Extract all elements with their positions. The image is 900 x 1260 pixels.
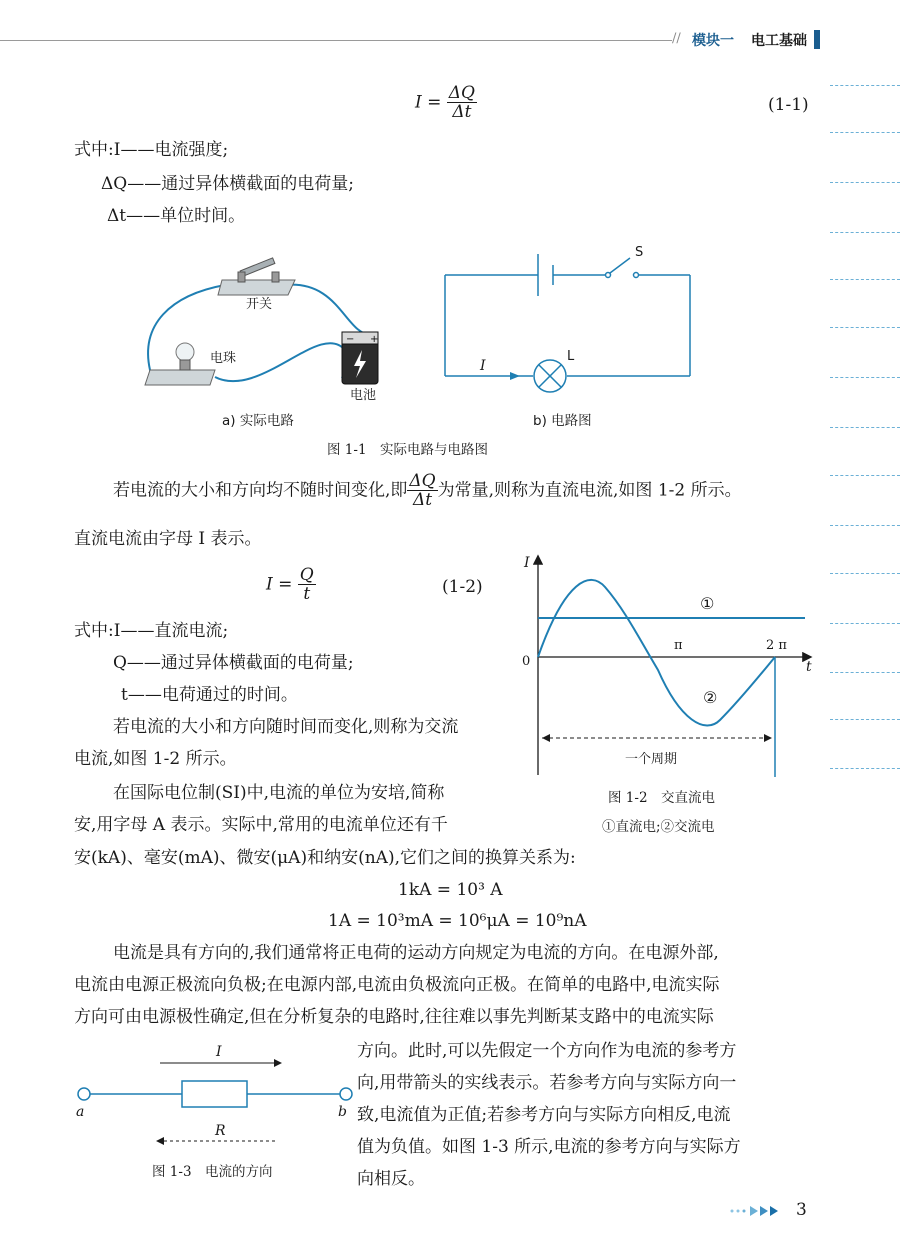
fig3-label-r: R	[215, 1123, 226, 1139]
origin-label: 0	[522, 654, 531, 669]
bulb-base	[145, 370, 215, 385]
margin-rule	[830, 719, 900, 720]
para4-line3: 方向可由电源极性确定,但在分析复杂的电路时,往往难以事先判断某支路中的电流实际	[74, 1007, 714, 1027]
header-rule	[0, 40, 672, 41]
conv-line1: 1kA = 10³ A	[398, 880, 503, 900]
two-pi-label: 2 π	[766, 638, 787, 653]
para4-line1: 电流是具有方向的,我们通常将正电荷的运动方向规定为电流的方向。在电源外部,	[113, 943, 719, 963]
fig3-caption: 图 1-3 电流的方向	[152, 1164, 273, 1180]
period-arrow-left-icon	[542, 734, 550, 742]
period-label: 一个周期	[625, 752, 678, 767]
figure-1-3	[70, 1040, 360, 1150]
para1-part2: 为常量,则称为直流电流,如图 1-2 所示。	[437, 480, 742, 501]
para3-line2: 安,用字母 A 表示。实际中,常用的电流单位还有千	[74, 815, 448, 835]
fig3-label-b: b	[338, 1104, 347, 1120]
eq2-denominator: t	[303, 584, 311, 604]
para1-frac-den: Δt	[412, 490, 433, 510]
margin-rule	[830, 132, 900, 133]
header-slashes: //	[672, 31, 681, 46]
fig1-sub-b: b) 电路图	[533, 413, 592, 429]
conv-line2: 1A = 10³mA = 10⁶μA = 10⁹nA	[328, 911, 587, 931]
current-arrow-icon	[510, 372, 520, 380]
switch-post	[272, 272, 279, 282]
para1-frac-num: ΔQ	[409, 471, 436, 491]
fig3-label-a: a	[76, 1104, 85, 1120]
eq1-number: (1-1)	[768, 95, 809, 115]
figure-1-2	[510, 545, 820, 780]
para1-line1	[113, 472, 742, 509]
def1-intro: 式中:I——电流强度;	[74, 140, 229, 160]
para1-fraction	[407, 472, 437, 509]
fig1-caption: 图 1-1 实际电路与电路图	[327, 442, 489, 458]
fig1-sub-a: a) 实际电路	[222, 413, 294, 429]
para2-line2: 电流,如图 1-2 所示。	[74, 749, 237, 769]
pi-label: π	[674, 638, 683, 653]
para4-line6: 致,电流值为正值;若参考方向与实际方向相反,电流	[357, 1105, 731, 1125]
footer-arrows-icon	[728, 1204, 784, 1218]
margin-rule	[830, 623, 900, 624]
battery-plus: +	[370, 334, 379, 345]
switch-lever	[610, 258, 630, 273]
margin-rule	[830, 279, 900, 280]
switch-contact	[634, 273, 639, 278]
para3-line1: 在国际电位制(SI)中,电流的单位为安培,简称	[113, 783, 445, 803]
eq1-numerator: ΔQ	[448, 83, 475, 103]
fig2-subcaption: ①直流电;②交流电	[602, 819, 715, 835]
margin-rule	[830, 475, 900, 476]
header-title: 电工基础	[751, 33, 807, 49]
def2-line3: t——电荷通过的时间。	[121, 685, 298, 705]
switch-base	[218, 280, 295, 295]
margin-rule	[830, 377, 900, 378]
wire	[285, 285, 372, 335]
fig2-caption: 图 1-2 交直流电	[608, 790, 716, 806]
def2-line2: Q——通过异体横截面的电荷量;	[113, 653, 354, 673]
eq1-denominator: Δt	[452, 102, 472, 122]
figure-1-1	[130, 240, 710, 440]
equation-1-1	[415, 84, 477, 121]
switch-label: 开关	[246, 297, 273, 312]
margin-rule	[830, 573, 900, 574]
ac-curve	[538, 580, 775, 726]
fig3-label-i: I	[216, 1044, 222, 1060]
diagram-label-s: S	[635, 245, 644, 260]
eq1-lhs: I =	[415, 92, 442, 113]
def2-intro: 式中:I——直流电流;	[74, 621, 229, 641]
eq1-fraction	[447, 84, 477, 121]
switch-contact	[606, 273, 611, 278]
margin-rule	[830, 182, 900, 183]
ac-marker: ②	[703, 688, 718, 707]
terminal-b	[340, 1088, 352, 1100]
terminal-a	[78, 1088, 90, 1100]
axis-t-label: t	[806, 659, 812, 675]
para4-line4: 方向。此时,可以先假定一个方向作为电流的参考方	[357, 1041, 737, 1061]
eq2-fraction	[298, 566, 316, 603]
para1-line2: 直流电流由字母 I 表示。	[74, 529, 262, 549]
dc-marker: ①	[700, 594, 715, 613]
battery-label: 电池	[350, 388, 377, 403]
para4-line5: 向,用带箭头的实线表示。若参考方向与实际方向一	[357, 1073, 737, 1093]
eq2-number: (1-2)	[442, 577, 483, 597]
battery-minus: −	[346, 334, 355, 345]
margin-rule	[830, 427, 900, 428]
margin-rule	[830, 85, 900, 86]
bulb-label: 电珠	[210, 351, 237, 366]
switch-post	[238, 272, 245, 282]
equation-1-2	[266, 566, 316, 603]
resistor	[182, 1081, 247, 1107]
def1-line2: ΔQ——通过异体横截面的电荷量;	[101, 174, 354, 194]
eq2-lhs: I =	[266, 574, 293, 595]
page-number: 3	[796, 1200, 807, 1220]
bulb-glass	[176, 343, 194, 361]
margin-rule	[830, 232, 900, 233]
bulb-socket	[180, 360, 190, 370]
header-module: 模块一	[692, 33, 734, 49]
margin-rule	[830, 768, 900, 769]
para3-line3: 安(kA)、毫安(mA)、微安(μA)和纳安(nA),它们之间的换算关系为:	[74, 848, 576, 868]
para1-part1: 若电流的大小和方向均不随时间变化,即	[113, 480, 408, 501]
margin-rule	[830, 672, 900, 673]
diagram-label-l: L	[567, 349, 575, 364]
margin-rule	[830, 327, 900, 328]
para4-line7: 值为负值。如图 1-3 所示,电流的参考方向与实际方	[357, 1137, 741, 1157]
diagram-label-i: I	[480, 358, 486, 374]
header-bar	[814, 30, 820, 49]
axis-i-label: I	[524, 555, 530, 571]
eq2-numerator: Q	[299, 565, 314, 585]
para4-line2: 电流由电源正极流向负极;在电源内部,电流由负极流向正极。在简单的电路中,电流实际	[74, 975, 720, 995]
para2-line1: 若电流的大小和方向随时间而变化,则称为交流	[113, 717, 459, 737]
para4-line8: 向相反。	[357, 1169, 425, 1189]
margin-rule	[830, 525, 900, 526]
def1-line3: Δt——单位时间。	[107, 206, 246, 226]
